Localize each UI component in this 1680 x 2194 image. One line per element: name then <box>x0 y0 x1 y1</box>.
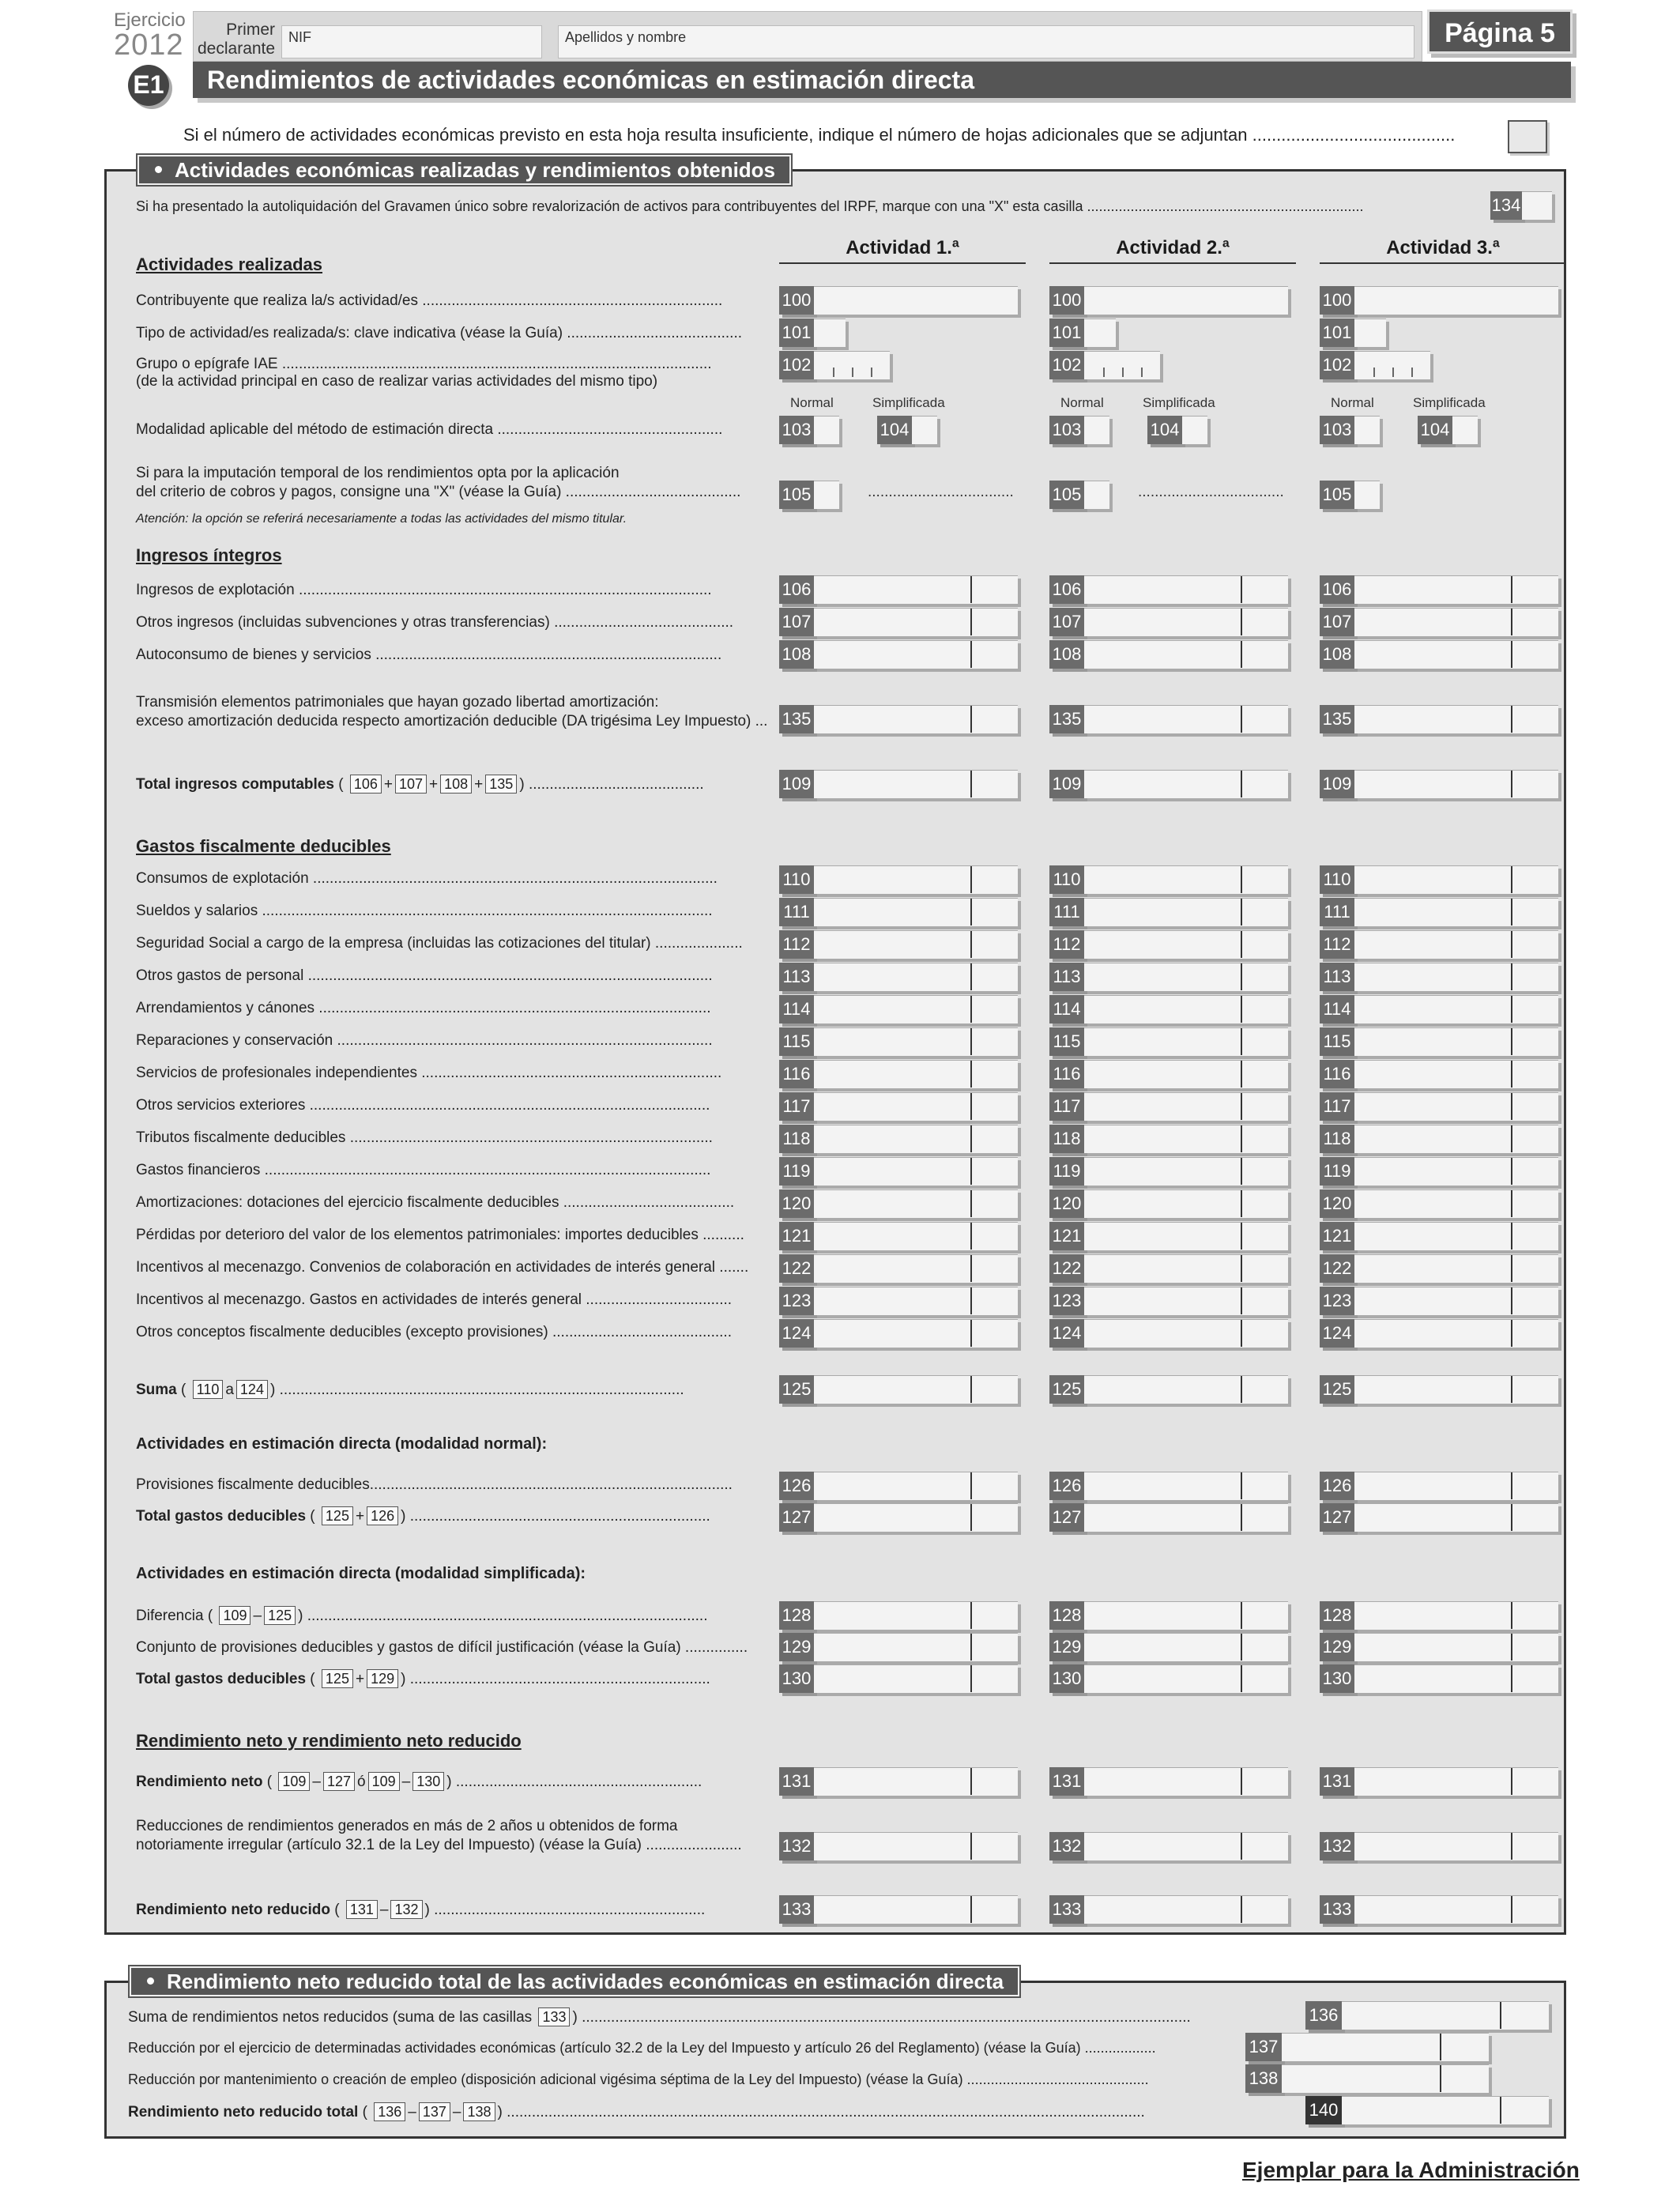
box-138-input[interactable] <box>1282 2064 1489 2093</box>
box-112-input-act2[interactable] <box>1084 930 1288 959</box>
box-133-input-act1[interactable] <box>814 1895 1018 1924</box>
box-129-input-act3[interactable] <box>1354 1633 1558 1661</box>
box-132-label-act1: 132 <box>779 1832 814 1860</box>
box-115-label-act1: 115 <box>779 1027 814 1056</box>
hojas-adicionales-input[interactable] <box>1508 120 1547 153</box>
box-132-label-act3: 132 <box>1320 1832 1354 1860</box>
box-115-label-act2: 115 <box>1049 1027 1084 1056</box>
box-109-input-act3[interactable] <box>1354 770 1558 798</box>
box-111-label-act3: 111 <box>1320 898 1354 926</box>
box-127-input-act2[interactable] <box>1084 1503 1288 1532</box>
box-105-checkbox-act3[interactable] <box>1354 481 1380 509</box>
box-105-checkbox-act1[interactable] <box>814 481 839 509</box>
box-101-input-act3[interactable] <box>1354 319 1386 347</box>
row-135-sublabel: exceso amortización deducida respecto amortización deducible (DA trigésima Ley Impuesto) ... <box>136 713 768 729</box>
box-123-input-act1[interactable] <box>814 1287 1018 1315</box>
box-100-input-act2[interactable] <box>1084 286 1288 315</box>
ingresos-heading: Ingresos íntegros <box>136 545 282 565</box>
box-106-label-act2: 106 <box>1049 575 1084 604</box>
box-126-label-act3: 126 <box>1320 1472 1354 1500</box>
box-118-input-act2[interactable] <box>1084 1125 1288 1153</box>
box-105-label-act3: 105 <box>1320 481 1354 509</box>
box-138-label: 138 <box>1245 2064 1282 2093</box>
box-123-label-act2: 123 <box>1049 1287 1084 1315</box>
row-137-label: Reducción por el ejercicio de determinadas actividades económicas (artículo 32.2 de la Ley del Impuesto y artículo 26 del Reglamento) (véase la Guía) .................. <box>128 2040 1156 2056</box>
box-119-label-act1: 119 <box>779 1157 814 1186</box>
row-108-label: Autoconsumo de bienes y servicios ................................................................................... <box>136 647 722 663</box>
box-135-input-act1[interactable] <box>814 705 1018 733</box>
box-136-label: 136 <box>1305 2001 1342 2030</box>
row-119-label: Gastos financieros ........................................................................................................... <box>136 1162 711 1178</box>
box-113-input-act1[interactable] <box>814 963 1018 991</box>
box-128-label-act1: 128 <box>779 1601 814 1630</box>
box-113-label-act3: 113 <box>1320 963 1354 991</box>
footer-ejemplar: Ejemplar para la Administración <box>1242 2158 1580 2182</box>
box-123-label-act3: 123 <box>1320 1287 1354 1315</box>
box-103-label-act3: 103 <box>1320 416 1354 444</box>
row-106-label: Ingresos de explotación ................................................................................................... <box>136 582 712 598</box>
normal-heading: Actividades en estimación directa (modalidad normal): <box>136 1435 548 1453</box>
box-114-label-act3: 114 <box>1320 995 1354 1023</box>
box-127-label-act3: 127 <box>1320 1503 1354 1532</box>
box-140-label: 140 <box>1305 2096 1342 2124</box>
row-117-label: Otros servicios exteriores ................................................................................................ <box>136 1097 710 1114</box>
box-114-input-act3[interactable] <box>1354 995 1558 1023</box>
box-107-label-act2: 107 <box>1049 608 1084 636</box>
box-107-input-act1[interactable] <box>814 608 1018 636</box>
modalidad-normal-label-act2: Normal <box>1060 395 1104 410</box>
box-106-input-act3[interactable] <box>1354 575 1558 604</box>
row-123-label: Incentivos al mecenazgo. Gastos en actividades de interés general ................................... <box>136 1291 733 1308</box>
row-135-label: Transmisión elementos patrimoniales que hayan gozado libertad amortización: <box>136 694 659 711</box>
dots-105-act1: ................................... <box>868 484 1014 500</box>
box-103-label-act2: 103 <box>1049 416 1084 444</box>
row-102-label: Grupo o epígrafe IAE ....................................................................................................... <box>136 356 712 372</box>
box-132-label-act2: 132 <box>1049 1832 1084 1860</box>
box-131-label-act1: 131 <box>779 1767 814 1796</box>
box-121-input-act1[interactable] <box>814 1222 1018 1250</box>
row-120-label: Amortizaciones: dotaciones del ejercicio fiscalmente deducibles ......................................... <box>136 1194 735 1211</box>
box-116-input-act1[interactable] <box>814 1060 1018 1088</box>
box-120-label-act2: 120 <box>1049 1189 1084 1218</box>
box-112-label-act3: 112 <box>1320 930 1354 959</box>
row-132-label: Reducciones de rendimientos generados en más de 2 años u obtenidos de forma <box>136 1818 678 1834</box>
box-115-input-act3[interactable] <box>1354 1027 1558 1056</box>
ejercicio-label: Ejercicio <box>114 9 186 31</box>
box-130-label-act2: 130 <box>1049 1664 1084 1693</box>
box-140-input[interactable] <box>1342 2096 1549 2124</box>
box-102-label-act3: 102 <box>1320 351 1354 379</box>
box-122-label-act1: 122 <box>779 1254 814 1283</box>
box-102-input-act1[interactable] <box>814 351 890 379</box>
box-118-input-act3[interactable] <box>1354 1125 1558 1153</box>
box-129-input-act1[interactable] <box>814 1633 1018 1661</box>
modalidad-simplificada-label-act1: Simplificada <box>872 395 945 410</box>
box-125-label-act3: 125 <box>1320 1375 1354 1404</box>
dots-105-act2: ................................... <box>1138 484 1284 500</box>
box-117-input-act2[interactable] <box>1084 1092 1288 1121</box>
box-120-label-act3: 120 <box>1320 1189 1354 1218</box>
box-116-label-act3: 116 <box>1320 1060 1354 1088</box>
box-119-input-act2[interactable] <box>1084 1157 1288 1186</box>
box-121-input-act3[interactable] <box>1354 1222 1558 1250</box>
section1-title: Actividades económicas realizadas y rendimientos obtenidos <box>137 155 791 185</box>
box-101-label-act2: 101 <box>1049 319 1084 347</box>
box-113-input-act2[interactable] <box>1084 963 1288 991</box>
box-121-label-act3: 121 <box>1320 1222 1354 1250</box>
row-131-label: Rendimiento neto ( 109 – 127 ó 109 – 130 ) ........................................................... <box>136 1774 703 1790</box>
box-115-input-act2[interactable] <box>1084 1027 1288 1056</box>
row-130-label: Total gastos deducibles ( 125 + 129 ) ........................................................................ <box>136 1671 710 1687</box>
box-108-label-act3: 108 <box>1320 640 1354 669</box>
box-132-input-act3[interactable] <box>1354 1832 1558 1860</box>
box-131-label-act3: 131 <box>1320 1767 1354 1796</box>
modalidad-simplificada-label-act3: Simplificada <box>1413 395 1486 410</box>
modalidad-simplificada-label-act2: Simplificada <box>1143 395 1215 410</box>
box-113-input-act3[interactable] <box>1354 963 1558 991</box>
box-123-label-act1: 123 <box>779 1287 814 1315</box>
box-111-input-act1[interactable] <box>814 898 1018 926</box>
box-103-checkbox-act3[interactable] <box>1354 416 1380 444</box>
box-110-label-act3: 110 <box>1320 865 1354 894</box>
box-104-label-act1: 104 <box>877 416 912 444</box>
box-112-label-act2: 112 <box>1049 930 1084 959</box>
box-100-label-act3: 100 <box>1320 286 1354 315</box>
row-116-label: Servicios de profesionales independientes ........................................................................ <box>136 1065 722 1081</box>
box-125-label-act1: 125 <box>779 1375 814 1404</box>
modalidad-normal-label-act3: Normal <box>1331 395 1374 410</box>
box-109-label-act2: 109 <box>1049 770 1084 798</box>
box-132-input-act1[interactable] <box>814 1832 1018 1860</box>
box-122-label-act3: 122 <box>1320 1254 1354 1283</box>
box-117-label-act2: 117 <box>1049 1092 1084 1121</box>
ejercicio-year: 2012 <box>114 28 184 62</box>
box-125-input-act3[interactable] <box>1354 1375 1558 1404</box>
box-126-label-act1: 126 <box>779 1472 814 1500</box>
row-114-label: Arrendamientos y cánones .............................................................................................. <box>136 1000 711 1016</box>
row-105-label: Si para la imputación temporal de los rendimientos opta por la aplicación <box>136 465 620 481</box>
box-133-label-act2: 133 <box>1049 1895 1084 1924</box>
box-128-input-act2[interactable] <box>1084 1601 1288 1630</box>
box-105-label-act1: 105 <box>779 481 814 509</box>
box-113-label-act2: 113 <box>1049 963 1084 991</box>
row-107-label: Otros ingresos (incluidas subvenciones y otras transferencias) ........................................... <box>136 614 734 631</box>
box-102-label-act2: 102 <box>1049 351 1084 379</box>
box-105-checkbox-act2[interactable] <box>1084 481 1109 509</box>
box-131-label-act2: 131 <box>1049 1767 1084 1796</box>
actividades-heading: Actividades realizadas <box>136 254 323 274</box>
box-122-input-act1[interactable] <box>814 1254 1018 1283</box>
row-126-label: Provisiones fiscalmente deducibles....................................................................................... <box>136 1476 733 1493</box>
box-119-input-act3[interactable] <box>1354 1157 1558 1186</box>
box-116-input-act2[interactable] <box>1084 1060 1288 1088</box>
box-104-checkbox-act3[interactable] <box>1452 416 1478 444</box>
box-130-input-act3[interactable] <box>1354 1664 1558 1693</box>
box-101-label-act3: 101 <box>1320 319 1354 347</box>
box-104-label-act2: 104 <box>1147 416 1182 444</box>
row-124-label: Otros conceptos fiscalmente deducibles (excepto provisiones) ........................................... <box>136 1324 732 1340</box>
box-110-input-act2[interactable] <box>1084 865 1288 894</box>
box-108-label-act1: 108 <box>779 640 814 669</box>
nif-label: NIF <box>288 29 311 45</box>
row-111-label: Sueldos y salarios ............................................................................................................ <box>136 903 713 919</box>
box-101-input-act2[interactable] <box>1084 319 1116 347</box>
box-110-input-act1[interactable] <box>814 865 1018 894</box>
gastos-heading: Gastos fiscalmente deducibles <box>136 836 391 856</box>
modalidad-normal-label-act1: Normal <box>790 395 834 410</box>
box-100-label-act2: 100 <box>1049 286 1084 315</box>
box-135-input-act2[interactable] <box>1084 705 1288 733</box>
row-129-label: Conjunto de provisiones deducibles y gastos de difícil justificación (véase la Guía) ............... <box>136 1639 748 1656</box>
box-114-label-act2: 114 <box>1049 995 1084 1023</box>
box-121-label-act1: 121 <box>779 1222 814 1250</box>
box-113-label-act1: 113 <box>779 963 814 991</box>
box-110-label-act1: 110 <box>779 865 814 894</box>
box-106-label-act3: 106 <box>1320 575 1354 604</box>
box-100-input-act1[interactable] <box>814 286 1018 315</box>
bullet-icon <box>155 166 162 173</box>
box-108-input-act1[interactable] <box>814 640 1018 669</box>
box-133-input-act2[interactable] <box>1084 1895 1288 1924</box>
box-101-input-act1[interactable] <box>814 319 846 347</box>
box-134-checkbox[interactable] <box>1522 191 1552 220</box>
box-130-input-act2[interactable] <box>1084 1664 1288 1693</box>
row-115-label: Reparaciones y conservación .......................................................................................... <box>136 1032 713 1049</box>
box-116-label-act1: 116 <box>779 1060 814 1088</box>
box-126-label-act2: 126 <box>1049 1472 1084 1500</box>
row-112-label: Seguridad Social a cargo de la empresa (incluidas las cotizaciones del titular) ..................... <box>136 935 743 952</box>
box-133-label-act3: 133 <box>1320 1895 1354 1924</box>
apellidos-label: Apellidos y nombre <box>565 29 687 45</box>
box-102-input-act2[interactable] <box>1084 351 1160 379</box>
box-114-input-act1[interactable] <box>814 995 1018 1023</box>
box-116-input-act3[interactable] <box>1354 1060 1558 1088</box>
box-121-input-act2[interactable] <box>1084 1222 1288 1250</box>
box-111-label-act2: 111 <box>1049 898 1084 926</box>
box-118-label-act1: 118 <box>779 1125 814 1153</box>
box-117-input-act3[interactable] <box>1354 1092 1558 1121</box>
box-125-input-act2[interactable] <box>1084 1375 1288 1404</box>
box-109-label-act3: 109 <box>1320 770 1354 798</box>
box-129-label-act1: 129 <box>779 1633 814 1661</box>
box-102-input-act3[interactable] <box>1354 351 1430 379</box>
col-actividad-1: Actividad 1.ª <box>779 237 1026 264</box>
box-108-label-act2: 108 <box>1049 640 1084 669</box>
box-112-input-act1[interactable] <box>814 930 1018 959</box>
row-118-label: Tributos fiscalmente deducibles ....................................................................................... <box>136 1129 713 1146</box>
box-126-input-act1[interactable] <box>814 1472 1018 1500</box>
box-129-label-act2: 129 <box>1049 1633 1084 1661</box>
box-118-input-act1[interactable] <box>814 1125 1018 1153</box>
box-107-input-act2[interactable] <box>1084 608 1288 636</box>
box-132-input-act2[interactable] <box>1084 1832 1288 1860</box>
row-113-label: Otros gastos de personal ................................................................................................. <box>136 967 713 984</box>
box-123-input-act3[interactable] <box>1354 1287 1558 1315</box>
bullet-icon <box>147 1977 154 1985</box>
box-112-label-act1: 112 <box>779 930 814 959</box>
box-130-label-act3: 130 <box>1320 1664 1354 1693</box>
box-130-label-act1: 130 <box>779 1664 814 1693</box>
row-100-label: Contribuyente que realiza la/s actividad/es ........................................................................ <box>136 292 723 309</box>
row-133-label: Rendimiento neto reducido ( 131 – 132 ) ................................................................. <box>136 1902 706 1918</box>
box-137-input[interactable] <box>1282 2033 1489 2061</box>
box-130-input-act1[interactable] <box>814 1664 1018 1693</box>
box-128-input-act1[interactable] <box>814 1601 1018 1630</box>
box-124-input-act2[interactable] <box>1084 1319 1288 1348</box>
box-110-input-act3[interactable] <box>1354 865 1558 894</box>
box-125-label-act2: 125 <box>1049 1375 1084 1404</box>
box-114-input-act2[interactable] <box>1084 995 1288 1023</box>
box-120-input-act2[interactable] <box>1084 1189 1288 1218</box>
box-127-label-act1: 127 <box>779 1503 814 1532</box>
row-103-label: Modalidad aplicable del método de estimación directa ...................................................... <box>136 421 723 438</box>
box-124-label-act1: 124 <box>779 1319 814 1348</box>
box-122-input-act2[interactable] <box>1084 1254 1288 1283</box>
box-124-input-act3[interactable] <box>1354 1319 1558 1348</box>
page-title: Rendimientos de actividades económicas en estimación directa <box>193 62 1571 98</box>
box-122-label-act2: 122 <box>1049 1254 1084 1283</box>
row-121-label: Pérdidas por deterioro del valor de los elementos patrimoniales: importes deducibles .......... <box>136 1227 744 1243</box>
box-118-label-act2: 118 <box>1049 1125 1084 1153</box>
box-127-input-act3[interactable] <box>1354 1503 1558 1532</box>
box-126-input-act2[interactable] <box>1084 1472 1288 1500</box>
box-108-input-act3[interactable] <box>1354 640 1558 669</box>
box-124-label-act2: 124 <box>1049 1319 1084 1348</box>
box-136-input[interactable] <box>1342 2001 1549 2030</box>
box-135-label-act3: 135 <box>1320 705 1354 733</box>
box-117-label-act1: 117 <box>779 1092 814 1121</box>
box-100-label-act1: 100 <box>779 286 814 315</box>
box-127-label-act2: 127 <box>1049 1503 1084 1532</box>
box-111-input-act3[interactable] <box>1354 898 1558 926</box>
simplificada-heading: Actividades en estimación directa (modalidad simplificada): <box>136 1565 586 1582</box>
atencion-note: Atención: la opción se referirá necesariamente a todas las actividades del mismo titular. <box>136 512 627 526</box>
row-110-label: Consumos de explotación ................................................................................................. <box>136 870 718 887</box>
box-104-checkbox-act2[interactable] <box>1182 416 1207 444</box>
box-120-input-act1[interactable] <box>814 1189 1018 1218</box>
gravamen-label: Si ha presentado la autoliquidación del Gravamen único sobre revalorización de activos para contribuyentes del IRPF, marque con una "X" esta casilla ...................................................................... <box>136 198 1364 214</box>
box-109-input-act1[interactable] <box>814 770 1018 798</box>
row-125-label: Suma ( 110 a 124 ) ................................................................................................. <box>136 1382 684 1398</box>
box-129-label-act3: 129 <box>1320 1633 1354 1661</box>
rendimiento-heading: Rendimiento neto y rendimiento neto reducido <box>136 1731 522 1751</box>
box-135-label-act2: 135 <box>1049 705 1084 733</box>
box-106-input-act1[interactable] <box>814 575 1018 604</box>
box-133-label-act1: 133 <box>779 1895 814 1924</box>
box-121-label-act2: 121 <box>1049 1222 1084 1250</box>
row-105-sublabel: del criterio de cobros y pagos, consigne una "X" (véase la Guía) .......................................... <box>136 484 741 500</box>
nif-field[interactable] <box>281 25 542 58</box>
row-101-label: Tipo de actividad/es realizada/s: clave indicativa (véase la Guía) .......................................... <box>136 325 743 341</box>
box-117-input-act1[interactable] <box>814 1092 1018 1121</box>
row-136-label: Suma de rendimientos netos reducidos (suma de las casillas 133 ) .................................................................................................................................................. <box>128 2009 1191 2026</box>
box-119-label-act3: 119 <box>1320 1157 1354 1186</box>
box-106-label-act1: 106 <box>779 575 814 604</box>
box-117-label-act3: 117 <box>1320 1092 1354 1121</box>
box-111-label-act1: 111 <box>779 898 814 926</box>
box-128-input-act3[interactable] <box>1354 1601 1558 1630</box>
box-104-checkbox-act1[interactable] <box>912 416 937 444</box>
col-actividad-2: Actividad 2.ª <box>1049 237 1296 264</box>
box-125-input-act1[interactable] <box>814 1375 1018 1404</box>
box-108-input-act2[interactable] <box>1084 640 1288 669</box>
box-134-label: 134 <box>1490 191 1522 220</box>
box-119-label-act2: 119 <box>1049 1157 1084 1186</box>
box-120-input-act3[interactable] <box>1354 1189 1558 1218</box>
box-106-input-act2[interactable] <box>1084 575 1288 604</box>
row-138-label: Reducción por mantenimiento o creación de empleo (disposición adicional vigésima séptima de la Ley del Impuesto) (véase la Guía) .............................................. <box>128 2071 1149 2087</box>
box-103-label-act1: 103 <box>779 416 814 444</box>
box-115-label-act3: 115 <box>1320 1027 1354 1056</box>
box-120-label-act1: 120 <box>779 1189 814 1218</box>
section-code-badge: E1 <box>128 65 169 106</box>
box-116-label-act2: 116 <box>1049 1060 1084 1088</box>
row-140-label: Rendimiento neto reducido total ( 136 – 137 – 138 ) ......................................................................................................................................................... <box>128 2104 1145 2120</box>
box-128-label-act3: 128 <box>1320 1601 1354 1630</box>
box-124-input-act1[interactable] <box>814 1319 1018 1348</box>
box-127-input-act1[interactable] <box>814 1503 1018 1532</box>
box-133-input-act3[interactable] <box>1354 1895 1558 1924</box>
row-132-sublabel: notoriamente irregular (artículo 32.1 de la Ley del Impuesto) (véase la Guía) ....................... <box>136 1837 742 1853</box>
box-102-label-act1: 102 <box>779 351 814 379</box>
box-124-label-act3: 124 <box>1320 1319 1354 1348</box>
box-109-label-act1: 109 <box>779 770 814 798</box>
box-122-input-act3[interactable] <box>1354 1254 1558 1283</box>
box-129-input-act2[interactable] <box>1084 1633 1288 1661</box>
box-131-input-act2[interactable] <box>1084 1767 1288 1796</box>
box-109-input-act2[interactable] <box>1084 770 1288 798</box>
box-118-label-act3: 118 <box>1320 1125 1354 1153</box>
hojas-adicionales-label: Si el número de actividades económicas previsto en esta hoja resulta insuficiente, indique el número de hojas adicionales que se adjuntan .......................................... <box>183 125 1456 145</box>
row-102-sublabel: (de la actividad principal en caso de realizar varias actividades del mismo tipo) <box>136 373 658 390</box>
box-135-label-act1: 135 <box>779 705 814 733</box>
page-number-badge: Página 5 <box>1427 9 1573 54</box>
row-127-label: Total gastos deducibles ( 125 + 126 ) ........................................................................ <box>136 1508 710 1525</box>
box-104-label-act3: 104 <box>1418 416 1452 444</box>
box-114-label-act1: 114 <box>779 995 814 1023</box>
box-131-input-act1[interactable] <box>814 1767 1018 1796</box>
box-110-label-act2: 110 <box>1049 865 1084 894</box>
box-111-input-act2[interactable] <box>1084 898 1288 926</box>
box-107-input-act3[interactable] <box>1354 608 1558 636</box>
section2-title: Rendimiento neto reducido total de las actividades económicas en estimación directa <box>130 1966 1019 1996</box>
box-107-label-act3: 107 <box>1320 608 1354 636</box>
apellidos-field[interactable] <box>558 25 1414 58</box>
box-101-label-act1: 101 <box>779 319 814 347</box>
box-119-input-act1[interactable] <box>814 1157 1018 1186</box>
box-103-checkbox-act2[interactable] <box>1084 416 1109 444</box>
box-107-label-act1: 107 <box>779 608 814 636</box>
box-100-input-act3[interactable] <box>1354 286 1558 315</box>
box-103-checkbox-act1[interactable] <box>814 416 839 444</box>
box-131-input-act3[interactable] <box>1354 1767 1558 1796</box>
box-128-label-act2: 128 <box>1049 1601 1084 1630</box>
box-137-label: 137 <box>1245 2033 1282 2061</box>
col-actividad-3: Actividad 3.ª <box>1320 237 1566 264</box>
box-105-label-act2: 105 <box>1049 481 1084 509</box>
box-126-input-act3[interactable] <box>1354 1472 1558 1500</box>
primer-declarante-label: Primer declarante <box>198 21 276 58</box>
row-109-label: Total ingresos computables ( 106 + 107 + 108 + 135 ) .......................................... <box>136 776 704 793</box>
box-112-input-act3[interactable] <box>1354 930 1558 959</box>
box-115-input-act1[interactable] <box>814 1027 1018 1056</box>
box-135-input-act3[interactable] <box>1354 705 1558 733</box>
box-123-input-act2[interactable] <box>1084 1287 1288 1315</box>
row-128-label: Diferencia ( 109 – 125 ) ................................................................................................ <box>136 1608 708 1624</box>
row-122-label: Incentivos al mecenazgo. Convenios de colaboración en actividades de interés general ....... <box>136 1259 749 1276</box>
